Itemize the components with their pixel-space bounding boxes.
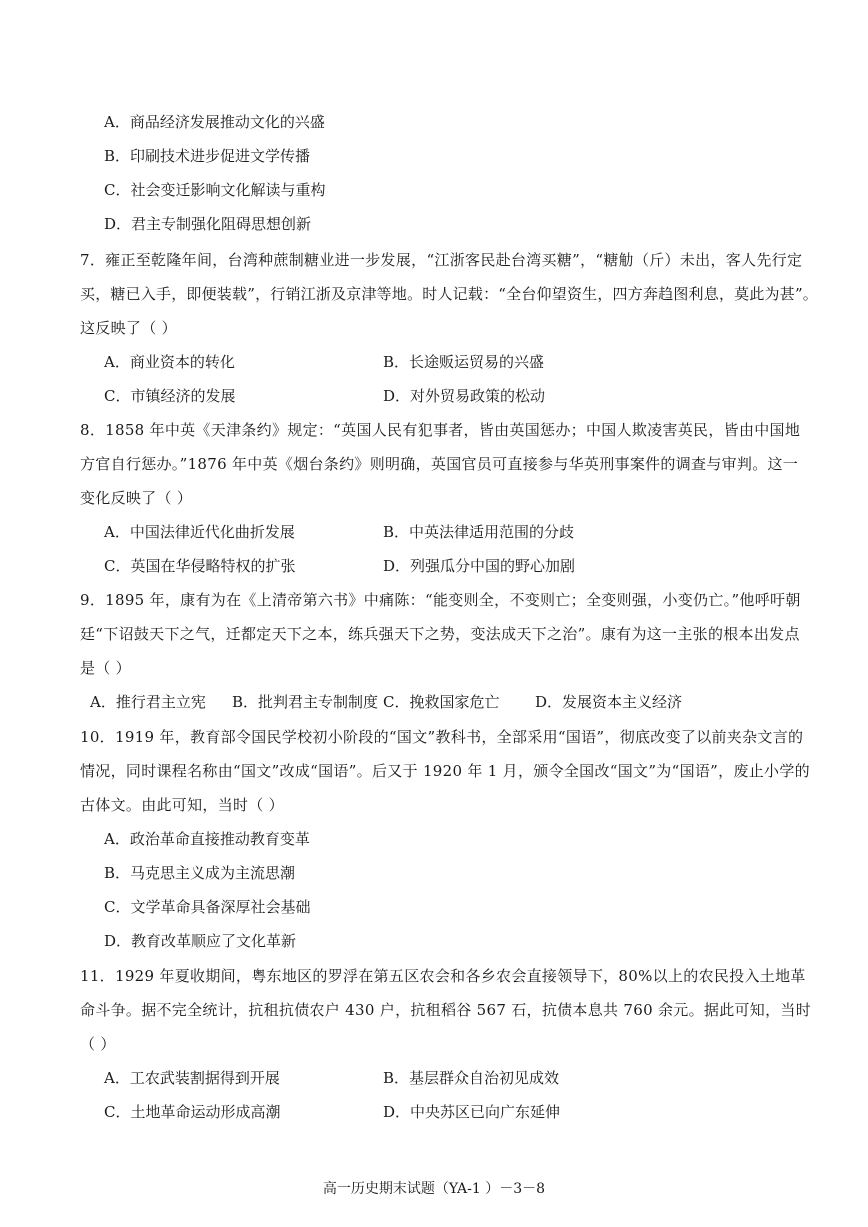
q9-stem-line-2: 廷“下诏鼓天下之气，迁都定天下之本，练兵强天下之势，变法成天下之治”。康有为这一主张的根本出发点 bbox=[80, 625, 800, 643]
q7-stem-line-2: 买，糖已入手，即便装载”，行销江浙及京津等地。时人记载：“全台仰望资生，四方奔趋图利息，莫此为甚”。 bbox=[80, 285, 819, 303]
q10-option-d: D．教育改革顺应了文化革新 bbox=[104, 932, 297, 950]
q10-stem-line-1: 10．1919 年，教育部令国民学校初小阶段的“国文”教科书，全部采用“国语”，彻底改变了以前夹杂文言的 bbox=[80, 728, 804, 746]
q7-stem-line-1: 7．雍正至乾隆年间，台湾种蔗制糖业进一步发展，“江浙客民赴台湾买糖”，“糖觔（斤）未出，客人先行定 bbox=[80, 251, 803, 269]
q8-option-a: A．中国法律近代化曲折发展 bbox=[104, 523, 295, 541]
q10-option-a: A．政治革命直接推动教育变革 bbox=[104, 830, 310, 848]
q10-stem-line-2: 情况，同时课程名称由“国文”改成“国语”。后又于 1920 年 1 月，颁令全国改“国文”为“国语”，废止小学的 bbox=[80, 762, 810, 780]
q7-option-c: C．市镇经济的发展 bbox=[104, 387, 236, 405]
q7-option-a: A．商业资本的转化 bbox=[104, 353, 235, 371]
q6-option-b: B．印刷技术进步促进文学传播 bbox=[104, 147, 311, 165]
q11-option-b: B．基层群众自治初见成效 bbox=[383, 1069, 560, 1087]
q8-stem-line-3: 变化反映了（ ） bbox=[80, 489, 193, 507]
q6-option-c: C．社会变迁影响文化解读与重构 bbox=[104, 181, 326, 199]
q6-option-d: D．君主专制强化阻碍思想创新 bbox=[104, 215, 312, 233]
page-footer: 高一历史期末试题（YA-1 ）－3－8 bbox=[322, 1181, 546, 1197]
q10-option-b: B．马克思主义成为主流思潮 bbox=[104, 864, 296, 882]
q11-option-d: D．中央苏区已向广东延伸 bbox=[383, 1103, 561, 1121]
q8-stem-line-2: 方官自行惩办。”1876 年中英《烟台条约》则明确，英国官员可直接参与华英刑事案件的调查与审判。这一 bbox=[80, 455, 799, 473]
q7-option-d: D．对外贸易政策的松动 bbox=[383, 387, 546, 405]
q11-option-a: A．工农武装割据得到开展 bbox=[104, 1069, 280, 1087]
q11-stem-line-1: 11．1929 年夏收期间，粤东地区的罗浮在第五区农会和各乡农会直接领导下，80%以上的农民投入土地革 bbox=[80, 967, 806, 985]
q9-option-a: A．推行君主立宪 bbox=[90, 693, 206, 711]
q7-stem-line-3: 这反映了（ ） bbox=[80, 319, 177, 337]
q6-option-a: A．商品经济发展推动文化的兴盛 bbox=[104, 113, 325, 131]
q8-option-b: B．中英法律适用范围的分歧 bbox=[383, 523, 575, 541]
q11-stem-line-3: （ ） bbox=[80, 1035, 116, 1053]
q8-option-c: C．英国在华侵略特权的扩张 bbox=[104, 557, 296, 575]
q9-stem-line-3: 是（ ） bbox=[80, 659, 131, 677]
q9-stem-line-1: 9．1895 年，康有为在《上清帝第六书》中痛陈：“能变则全，不变则亡；全变则强，小变仍亡。”他呼吁朝 bbox=[80, 591, 801, 609]
q9-option-b: B．批判君主专制制度 bbox=[232, 693, 379, 711]
q11-stem-line-2: 命斗争。据不完全统计，抗租抗债农户 430 户，抗租稻谷 567 石，抗债本息共 760 余元。据此可知，当时 bbox=[80, 1001, 812, 1019]
q7-option-b: B．长途贩运贸易的兴盛 bbox=[383, 353, 545, 371]
q10-option-c: C．文学革命具备深厚社会基础 bbox=[104, 898, 311, 916]
q11-option-c: C．土地革命运动形成高潮 bbox=[104, 1103, 281, 1121]
q9-option-d: D．发展资本主义经济 bbox=[535, 693, 683, 711]
q8-option-d: D．列强瓜分中国的野心加剧 bbox=[383, 557, 576, 575]
q8-stem-line-1: 8．1858 年中英《天津条约》规定：“英国人民有犯事者，皆由英国惩办；中国人欺凌害英民，皆由中国地 bbox=[80, 421, 801, 439]
q10-stem-line-3: 古体文。由此可知，当时（ ） bbox=[80, 796, 284, 814]
q9-option-c: C．挽救国家危亡 bbox=[383, 693, 500, 711]
